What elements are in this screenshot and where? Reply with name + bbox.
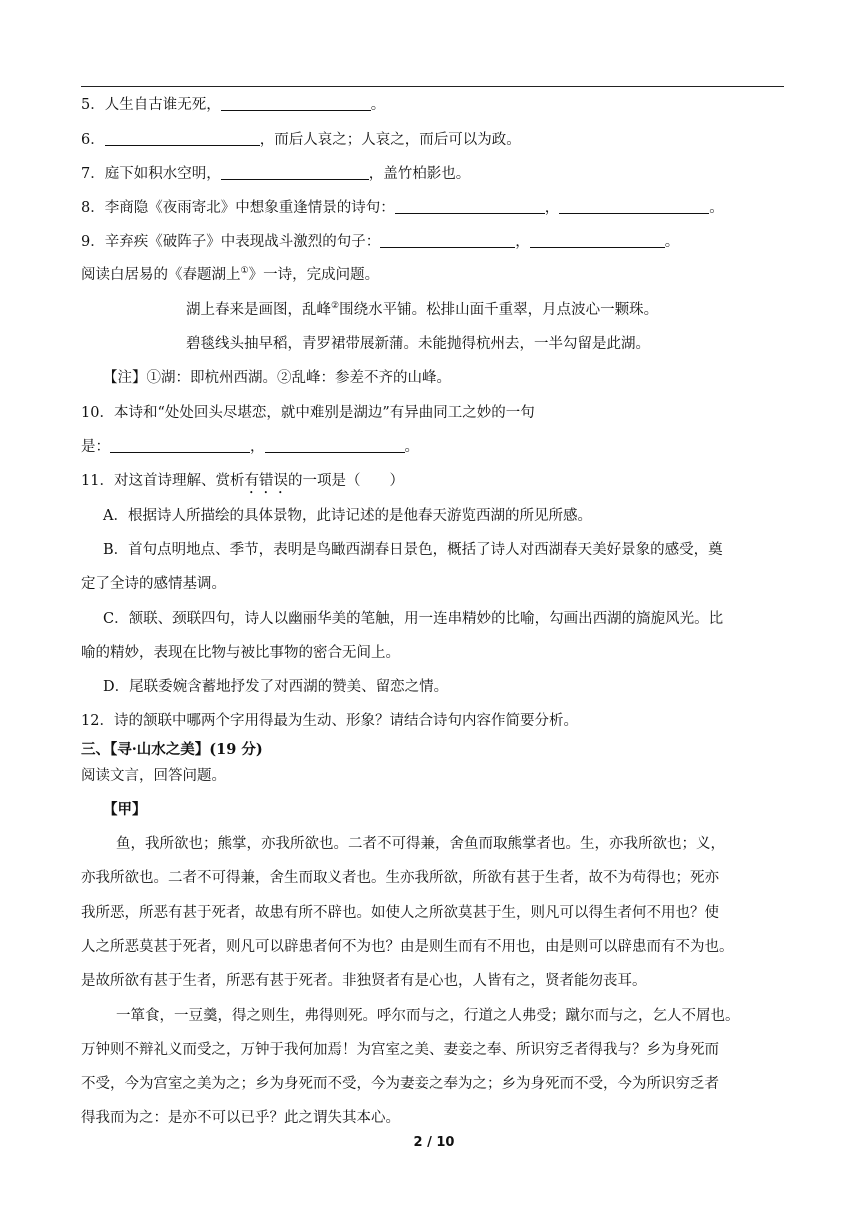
question-6: 6． ，而后人哀之；人哀之，而后可以为政。 [81,132,521,148]
question-5: 5．人生自古谁无死， 。 [81,97,386,113]
option-b: B．首句点明地点、季节，表明是鸟瞰西湖春日景色，概括了诗人对西湖春天美好景象的感受，奠 [103,542,723,558]
question-10: 10．本诗和“处处回头尽堪恋，就中难别是湖边”有异曲同工之妙的一句 [81,405,535,421]
poem-line-2: 碧毯线头抽早稻，青罗裙带展新蒲。未能抛得杭州去，一半勾留是此湖。 [186,336,650,352]
poem-line-1: 湖上春来是画图，乱峰②围绕水平铺。松排山面千重翠，月点波心一颗珠。 [186,301,659,318]
question-8: 8．李商隐《夜雨寄北》中想象重逢情景的诗句： ， 。 [81,200,724,216]
question-11: 11．对这首诗理解、赏析有错误的一项是（ ） [81,473,404,489]
section-heading: 三、【寻·山水之美】(19 分) [81,741,263,758]
passage-line: 人之所恶莫甚于死者，则凡可以辟患者何不为也？由是则生而有不用也，由是则可以辟患而有不为也。 [81,939,734,955]
read-prompt: 阅读文言，回答问题。 [81,768,226,784]
passage-label-jia: 【甲】 [103,801,147,818]
answer-blank[interactable] [110,437,250,453]
option-c: C．颔联、颈联四句，诗人以幽丽华美的笔触，用一连串精妙的比喻，勾画出西湖的旖旎风光。比 [103,611,724,627]
passage-line: 亦我所欲也。二者不可得兼，舍生而取义者也。生亦我所欲，所欲有甚于生者，故不为苟得也；死亦 [81,870,719,886]
passage-line: 鱼，我所欲也；熊掌，亦我所欲也。二者不可得兼，舍鱼而取熊掌者也。生，亦我所欲也；义， [116,836,725,852]
question-10-answer: 是： ， 。 [81,439,419,455]
passage-line: 万钟则不辩礼义而受之，万钟于我何加焉！为宫室之美、妻妾之奉、所识穷乏者得我与？乡为身死而 [81,1042,719,1058]
page-number: 2 / 10 [413,1135,455,1150]
passage-line: 一箪食，一豆羹，得之则生，弗得则死。呼尔而与之，行道之人弗受；蹴尔而与之，乞人不屑也。 [116,1008,740,1024]
option-a: A．根据诗人所描绘的具体景物，此诗记述的是他春天游览西湖的所见所感。 [103,508,592,524]
poem-note: 【注】①湖：即杭州西湖。②乱峰：参差不齐的山峰。 [103,370,451,386]
answer-blank[interactable] [559,198,709,214]
passage-line: 我所恶，所恶有甚于死者，故患有所不辟也。如使人之所欲莫甚于生，则凡可以得生者何不用也？使 [81,905,719,921]
answer-blank[interactable] [221,164,369,180]
question-12: 12．诗的颔联中哪两个字用得最为生动、形象？请结合诗句内容作简要分析。 [81,713,578,729]
header-rule [81,86,784,87]
passage-line: 得我而为之：是亦不可以已乎？此之谓失其本心。 [81,1110,400,1126]
answer-blank[interactable] [395,198,545,214]
question-9: 9．辛弃疾《破阵子》中表现战斗激烈的句子： ， 。 [81,234,680,250]
passage-line: 是故所欲有甚于生者，所恶有甚于死者。非独贤者有是心也，人皆有之，贤者能勿丧耳。 [81,973,647,989]
answer-blank[interactable] [221,95,371,111]
answer-blank[interactable] [530,232,665,248]
passage-line: 不受，今为宫室之美为之；乡为身死而不受，今为妻妾之奉为之；乡为身死而不受，今为所识穷乏者 [81,1076,719,1092]
answer-blank[interactable] [380,232,515,248]
option-c-cont: 喻的精妙，表现在比物与被比事物的密合无间上。 [81,645,400,661]
question-7: 7．庭下如积水空明， ，盖竹柏影也。 [81,166,471,182]
answer-blank[interactable] [265,437,405,453]
answer-blank[interactable] [105,130,260,146]
poem-intro: 阅读白居易的《春题湖上①》一诗，完成问题。 [81,266,380,283]
option-d: D．尾联委婉含蓄地抒发了对西湖的赞美、留恋之情。 [103,679,449,695]
option-b-cont: 定了全诗的感情基调。 [81,576,226,592]
